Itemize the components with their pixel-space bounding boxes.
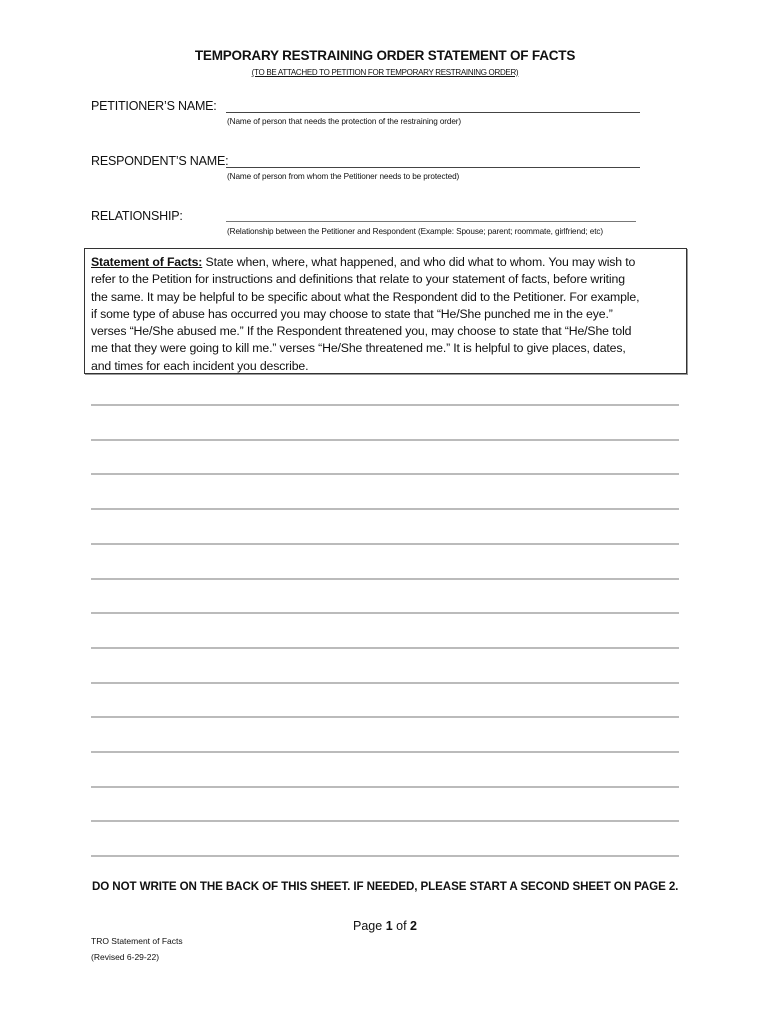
relationship-label: RELATIONSHIP: bbox=[91, 209, 183, 223]
writing-line[interactable] bbox=[91, 473, 679, 475]
statement-line: State when, where, what happened, and who did what to whom. You may wish to bbox=[202, 255, 636, 269]
back-of-sheet-warning: DO NOT WRITE ON THE BACK OF THIS SHEET. IF NEEDED, PLEASE START A SECOND SHEET ON PAGE 2. bbox=[92, 880, 679, 893]
document-subtitle: (TO BE ATTACHED TO PETITION FOR TEMPORARY RESTRAINING ORDER) bbox=[251, 68, 519, 77]
page-of: of bbox=[392, 919, 411, 933]
relationship-field[interactable] bbox=[226, 221, 636, 222]
statement-instructions-box bbox=[84, 248, 687, 374]
writing-line[interactable] bbox=[91, 751, 679, 753]
statement-instructions bbox=[91, 254, 639, 375]
statement-line: the same. It may be helpful to be specific about what the Respondent did to the Petitioner. For example, bbox=[91, 289, 640, 304]
page-current: 1 bbox=[385, 919, 393, 933]
statement-line: verses “He/She abused me.” If the Respondent threatened you, may choose to state that “He/She told bbox=[91, 324, 632, 339]
form-revision: (Revised 6-29-22) bbox=[91, 952, 160, 962]
writing-line[interactable] bbox=[91, 682, 679, 684]
document-title: TEMPORARY RESTRAINING ORDER STATEMENT OF FACTS bbox=[194, 48, 576, 63]
statement-line: and times for each incident you describe. bbox=[91, 358, 309, 373]
writing-line[interactable] bbox=[91, 543, 679, 545]
writing-line[interactable] bbox=[91, 647, 679, 649]
writing-line[interactable] bbox=[91, 578, 679, 580]
page-prefix: Page bbox=[353, 919, 386, 933]
writing-line[interactable] bbox=[91, 855, 679, 857]
writing-line[interactable] bbox=[91, 820, 679, 822]
respondent-name-label: RESPONDENT’S NAME: bbox=[91, 154, 229, 168]
writing-line[interactable] bbox=[91, 508, 679, 510]
writing-line[interactable] bbox=[91, 612, 679, 614]
petitioner-name-field[interactable] bbox=[226, 112, 640, 113]
page-total: 2 bbox=[410, 919, 417, 933]
petitioner-name-label: PETITIONER’S NAME: bbox=[91, 99, 217, 113]
statement-line: refer to the Petition for instructions and definitions that relate to your statement of facts, before writing bbox=[91, 272, 625, 287]
respondent-name-field[interactable] bbox=[226, 167, 640, 168]
relationship-hint: (Relationship between the Petitioner and Respondent (Example: Spouse; parent; roommate, girlfriend; etc) bbox=[227, 227, 603, 236]
statement-line: me that they were going to kill me.” verses “He/She threatened me.” It is helpful to give places, dates, bbox=[91, 341, 626, 356]
writing-line[interactable] bbox=[91, 786, 679, 788]
form-name: TRO Statement of Facts bbox=[91, 936, 183, 946]
respondent-name-hint: (Name of person from whom the Petitioner needs to be protected) bbox=[227, 172, 460, 181]
page-number bbox=[0, 919, 770, 933]
petitioner-name-hint: (Name of person that needs the protection of the restraining order) bbox=[227, 117, 462, 126]
writing-line[interactable] bbox=[91, 716, 679, 718]
writing-line[interactable] bbox=[91, 404, 679, 406]
writing-line[interactable] bbox=[91, 439, 679, 441]
statement-heading: Statement of Facts: bbox=[91, 255, 203, 269]
statement-line: if some type of abuse has occurred you may choose to state that “He/She punched me in the eye.” bbox=[91, 306, 613, 321]
